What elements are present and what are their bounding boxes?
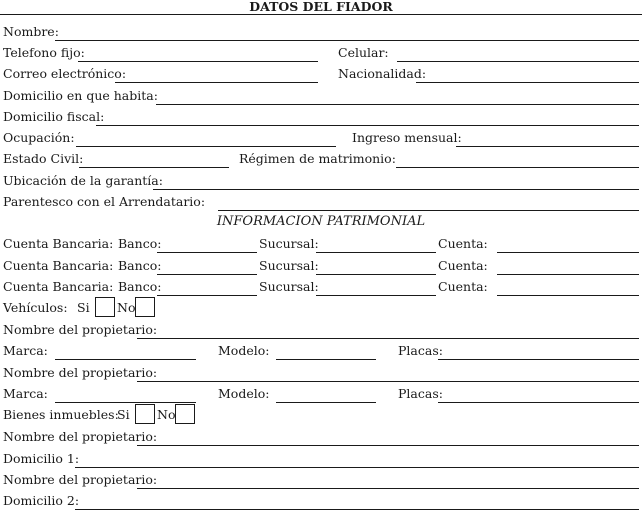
- propietario-field[interactable]: [137, 488, 639, 489]
- sucursal-field[interactable]: [316, 274, 436, 275]
- vehiculos-si-checkbox[interactable]: [95, 297, 115, 317]
- ingreso-label: Ingreso mensual:: [352, 130, 462, 145]
- cuenta-bancaria-label: Cuenta Bancaria:: [3, 258, 114, 273]
- modelo-label: Modelo:: [218, 343, 270, 358]
- propietario-field[interactable]: [137, 338, 639, 339]
- propietario-field[interactable]: [137, 445, 639, 446]
- correo-label: Correo electrónico:: [3, 66, 127, 81]
- vehiculos-no-checkbox[interactable]: [135, 297, 155, 317]
- vehiculos-si-label: Si: [77, 300, 90, 315]
- cuenta-bancaria-label: Cuenta Bancaria:: [3, 236, 114, 251]
- nombre-label: Nombre:: [3, 24, 59, 39]
- marca-field[interactable]: [55, 359, 196, 360]
- vehiculos-label: Vehículos:: [3, 300, 68, 315]
- telefono-field[interactable]: [78, 61, 318, 62]
- patrimonial-heading: INFORMACION PATRIMONIAL: [216, 214, 426, 229]
- bienes-no-label: No: [157, 407, 176, 422]
- regimen-field[interactable]: [396, 167, 639, 168]
- vehiculos-no-label: No: [117, 300, 136, 315]
- domicilio-1-field[interactable]: [75, 467, 639, 468]
- regimen-label: Régimen de matrimonio:: [239, 151, 396, 166]
- parentesco-label: Parentesco con el Arrendatario:: [3, 194, 206, 209]
- nacionalidad-field[interactable]: [416, 82, 639, 83]
- correo-field[interactable]: [115, 82, 318, 83]
- domicilio-habita-label: Domicilio en que habita:: [3, 88, 158, 103]
- cuenta-field[interactable]: [497, 252, 639, 253]
- propietario-label: Nombre del propietario:: [3, 429, 158, 444]
- sucursal-label: Sucursal:: [259, 236, 319, 251]
- domicilio-2-field[interactable]: [75, 509, 639, 510]
- domicilio-1-label: Domicilio 1:: [3, 451, 80, 466]
- marca-field[interactable]: [55, 402, 196, 403]
- bienes-inmuebles-label: Bienes inmuebles:: [3, 407, 119, 422]
- sucursal-field[interactable]: [316, 295, 436, 296]
- celular-field[interactable]: [397, 61, 639, 62]
- banco-field[interactable]: [157, 274, 257, 275]
- propietario-label: Nombre del propietario:: [3, 365, 158, 380]
- domicilio-habita-field[interactable]: [156, 104, 639, 105]
- form-title: DATOS DEL FIADOR: [249, 0, 393, 14]
- propietario-label: Nombre del propietario:: [3, 472, 158, 487]
- marca-label: Marca:: [3, 343, 48, 358]
- title-rule: [0, 14, 642, 15]
- parentesco-field[interactable]: [218, 210, 639, 211]
- modelo-field[interactable]: [276, 359, 376, 360]
- cuenta-field[interactable]: [497, 295, 639, 296]
- sucursal-label: Sucursal:: [259, 279, 319, 294]
- domicilio-2-label: Domicilio 2:: [3, 493, 80, 508]
- cuenta-label: Cuenta:: [438, 258, 488, 273]
- ubicacion-garantia-label: Ubicación de la garantía:: [3, 173, 163, 188]
- nombre-field[interactable]: [55, 40, 639, 41]
- banco-label: Banco:: [118, 258, 162, 273]
- telefono-label: Telefono fijo:: [3, 45, 85, 60]
- estado-civil-field[interactable]: [79, 167, 229, 168]
- cuenta-field[interactable]: [497, 274, 639, 275]
- banco-field[interactable]: [157, 295, 257, 296]
- bienes-si-checkbox[interactable]: [135, 404, 155, 424]
- nacionalidad-label: Nacionalidad:: [338, 66, 427, 81]
- ingreso-field[interactable]: [456, 146, 639, 147]
- placas-label: Placas:: [398, 386, 443, 401]
- propietario-field[interactable]: [137, 381, 639, 382]
- bienes-si-label: Si: [117, 407, 130, 422]
- propietario-label: Nombre del propietario:: [3, 322, 158, 337]
- cuenta-label: Cuenta:: [438, 236, 488, 251]
- sucursal-label: Sucursal:: [259, 258, 319, 273]
- ocupacion-field[interactable]: [76, 146, 336, 147]
- ubicacion-garantia-field[interactable]: [153, 189, 639, 190]
- estado-civil-label: Estado Civil:: [3, 151, 84, 166]
- banco-label: Banco:: [118, 279, 162, 294]
- banco-field[interactable]: [157, 252, 257, 253]
- placas-field[interactable]: [438, 402, 639, 403]
- placas-label: Placas:: [398, 343, 443, 358]
- celular-label: Celular:: [338, 45, 389, 60]
- domicilio-fiscal-label: Domicilio fiscal:: [3, 109, 105, 124]
- sucursal-field[interactable]: [316, 252, 436, 253]
- banco-label: Banco:: [118, 236, 162, 251]
- domicilio-fiscal-field[interactable]: [96, 125, 639, 126]
- ocupacion-label: Ocupación:: [3, 130, 75, 145]
- cuenta-label: Cuenta:: [438, 279, 488, 294]
- modelo-label: Modelo:: [218, 386, 270, 401]
- cuenta-bancaria-label: Cuenta Bancaria:: [3, 279, 114, 294]
- bienes-no-checkbox[interactable]: [175, 404, 195, 424]
- marca-label: Marca:: [3, 386, 48, 401]
- placas-field[interactable]: [438, 359, 639, 360]
- modelo-field[interactable]: [276, 402, 376, 403]
